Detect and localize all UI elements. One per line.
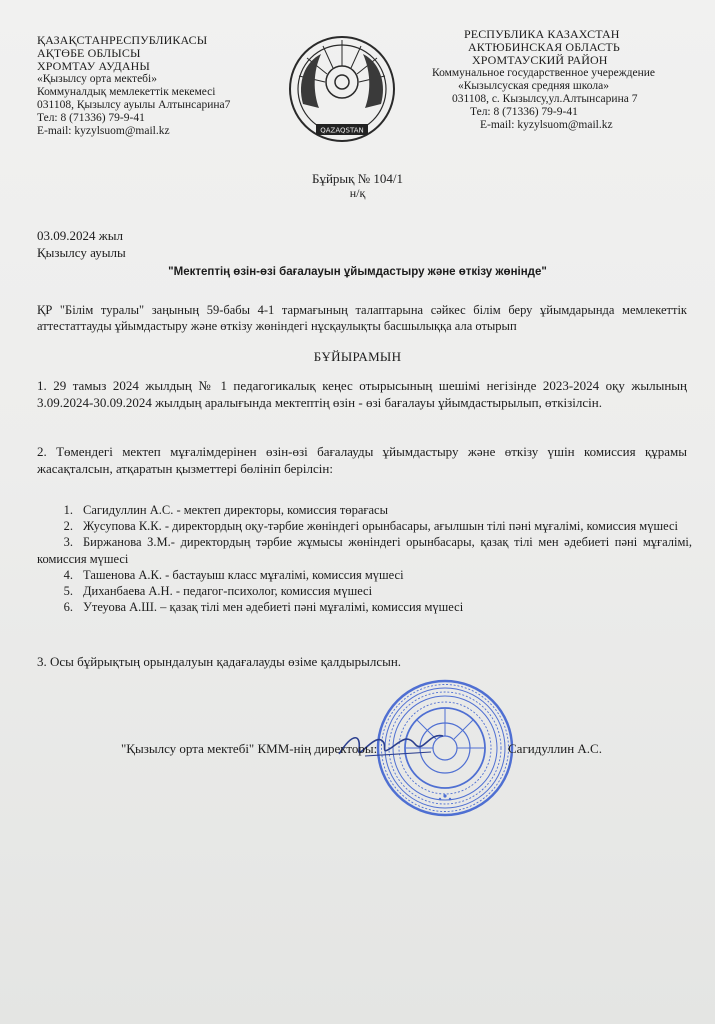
- header-right-line: РЕСПУБЛИКА КАЗАХСТАН: [464, 27, 620, 41]
- header-right-line: Коммунальное государственное учереждение: [432, 67, 656, 79]
- list-text: Ташенова А.К. - бастауыш класс мұғалімі, комиссия мүшесі: [83, 567, 404, 582]
- header-left-line: 031108, Қызылсу ауылы Алтынсарина7: [37, 99, 231, 111]
- list-text: Биржанова З.М.- директордың тәрбие жұмысы жөніндегі орынбасары, қазақ тілі мен әдебиеті пәні мұғалімі, комиссия мүшесі: [37, 535, 692, 566]
- header-right-line: ХРОМТАУСКИЙ РАЙОН: [472, 53, 608, 67]
- list-text: Утеуова А.Ш. – қазақ тілі мен әдебиеті пәні мұғалімі, комиссия мүшесі: [83, 600, 464, 615]
- order-date: 03.09.2024 жыл: [37, 228, 123, 243]
- header-right-line: Тел: 8 (71336) 79-9-41: [470, 106, 578, 118]
- list-item: [37, 599, 692, 615]
- point-3: 3. Осы бұйрықтың орындалуын қадағалауды өзіме қалдырылсын.: [37, 654, 402, 669]
- header-right-line: E-mail: kyzylsuom@mail.kz: [480, 119, 613, 131]
- header-left-line: Тел: 8 (71336) 79-9-41: [37, 112, 145, 124]
- header-left-line: E-mail: kyzylsuom@mail.kz: [37, 125, 170, 137]
- order-meta: [37, 227, 126, 261]
- list-number: 5.: [63, 584, 73, 599]
- list-text: Жусупова К.К. - директордың оқу-тәрбие жөніндегі орынбасары, ағылшын тілі пәні мұғалімі, комиссия мүшесі: [83, 519, 678, 534]
- emblem-ribbon: QAZAQSTAN: [320, 126, 364, 135]
- list-number: 2.: [63, 519, 73, 534]
- order-subject: "Мектептің өзін-өзі бағалауын ұйымдастыру және өткізу жөнінде": [168, 266, 547, 278]
- header-right-line: АКТЮБИНСКАЯ ОБЛАСТЬ: [468, 40, 620, 54]
- list-item: [37, 583, 692, 599]
- preamble-paragraph: ҚР "Білім туралы" заңының 59-бабы 4-1 тармағының талаптарына сәйкес білім беру ұйымдарында мемлекеттік аттестаттауды ұйымдастыру және өткізу жөніндегі нұсқаулықты басшылыққа ала отырып: [37, 303, 687, 333]
- list-number: 4.: [63, 567, 73, 582]
- header-right: [432, 28, 655, 132]
- list-number: 3.: [63, 535, 73, 550]
- signatory-role: "Қызылсу орта мектебі" КММ-нің директоры:: [121, 741, 378, 756]
- header-left-line: АҚТӨБЕ ОБЛЫСЫ: [37, 46, 141, 60]
- list-number: 6.: [63, 600, 73, 615]
- list-number: 1.: [63, 503, 73, 517]
- list-text: Диханбаева А.Н. - педагог-психолог, комиссия мүшесі: [83, 584, 373, 599]
- commission-list: [37, 502, 692, 615]
- header-left-line: Коммуналдық мемлекеттік мекемесі: [37, 86, 216, 98]
- order-word: БҰЙЫРАМЫН: [313, 349, 402, 364]
- list-item: [37, 567, 692, 583]
- point-1: 1. 29 тамыз 2024 жылдың № 1 педагогикалық кеңес отырысының шешімі негізінде 2023-2024 оқу жылының 3.09.2024-30.09.2024 жылдың аралығында мектептің өзін - өзі бағалауы ұйымдастырылып, өткізілсін.: [37, 378, 687, 410]
- header-left: [37, 34, 230, 138]
- list-item: [37, 534, 692, 566]
- order-place: Қызылсу ауылы: [37, 245, 126, 260]
- order-title: Бұйрық № 104/1: [312, 171, 403, 186]
- header-left-line: ХРОМТАУ АУДАНЫ: [37, 59, 150, 73]
- list-text: Сагидуллин А.С. - мектеп директоры, комиссия төрағасы: [83, 503, 389, 517]
- signatory-name: Сагидуллин А.С.: [508, 741, 602, 756]
- header-right-line: «Кызылсуская средняя школа»: [458, 80, 609, 92]
- emblem-icon: [283, 32, 401, 148]
- state-emblem: [283, 32, 401, 148]
- point-2: 2. Төмендегі мектеп мұғалімдерінен өзін-өзі бағалауды ұйымдастыру және өткізу үшін комиссия құрамы жасақталсын, атқаратын қызметтері бөлініп берілсін:: [37, 444, 687, 476]
- header-right-line: 031108, с. Кызылсу,ул.Алтынсарина 7: [452, 93, 638, 105]
- order-subtitle: н/қ: [349, 186, 366, 200]
- list-item: [37, 502, 692, 518]
- header-left-line: «Қызылсу орта мектебі»: [37, 73, 157, 85]
- list-item: [37, 518, 692, 534]
- header-left-line: ҚАЗАҚСТАНРЕСПУБЛИКАСЫ: [37, 33, 208, 47]
